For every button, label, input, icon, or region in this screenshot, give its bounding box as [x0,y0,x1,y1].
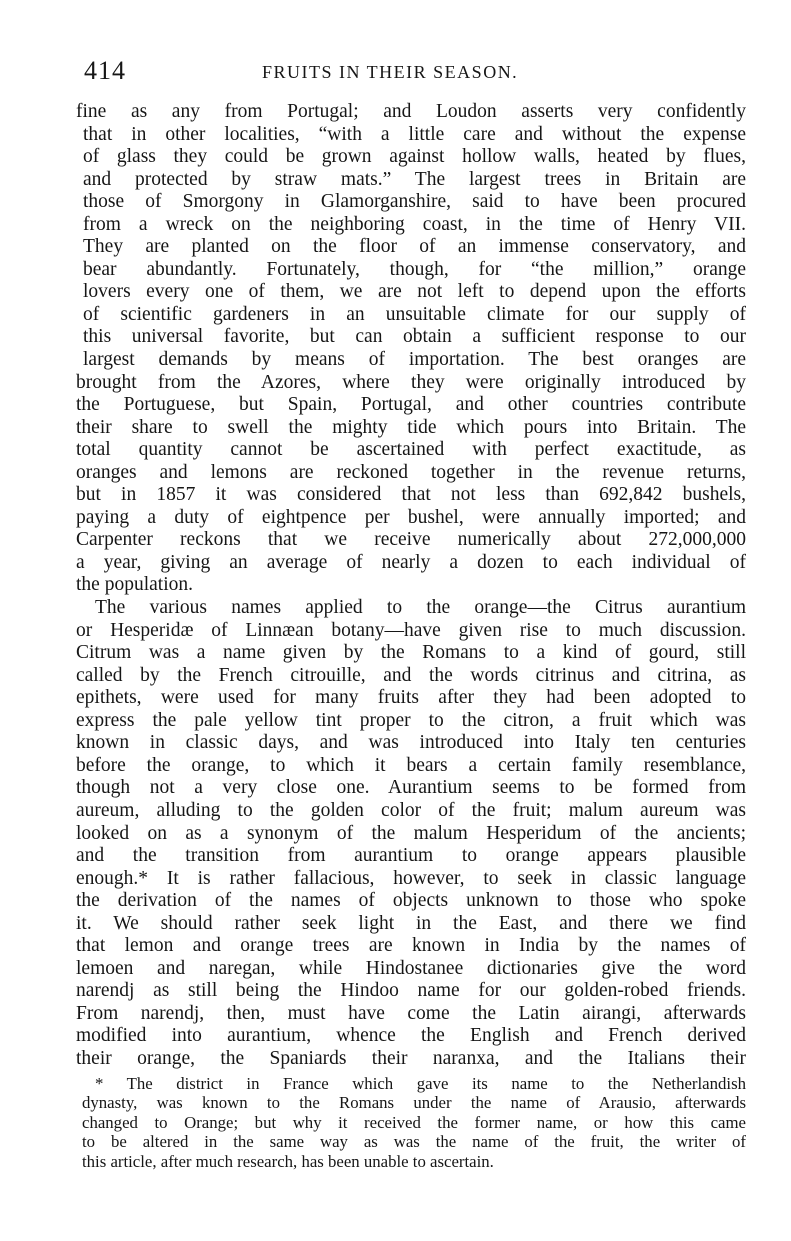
footnote [82,1074,746,1171]
footnote-line: changed to Orange; but why it received the former name, or how this came [82,1112,746,1132]
text-line: that in other localities, “with a little care and without the expense [83,123,746,145]
text-line: lovers every one of them, we are not left to depend upon the efforts [83,281,746,303]
text-line: that lemon and orange trees are known in India by the names of [76,935,746,957]
text-line: it. We should rather seek light in the East, and there we find [76,912,746,934]
text-line: largest demands by means of importation. The best oranges are [83,349,746,371]
footnote-line: * The district in France which gave its name to the Netherlandish [95,1074,746,1093]
text-line: the derivation of the names of objects unknown to those who spoke [76,890,746,912]
text-line: looked on as a synonym of the malum Hesperidum of the ancients; [76,822,746,844]
text-line: their share to swell the mighty tide which pours into Britain. The [76,416,746,438]
text-line: They are planted on the floor of an immense conservatory, and [83,236,746,258]
text-line: aureum, alluding to the golden color of the fruit; malum aureum was [76,799,746,821]
text-line: and protected by straw mats.” The largest trees in Britain are [83,168,746,190]
text-line: the population. [76,574,193,596]
text-line: brought from the Azores, where they were originally introduced by [76,371,746,393]
text-line: paying a duty of eightpence per bushel, were annually imported; and [76,506,746,528]
text-line: this universal favorite, but can obtain a sufficient response to our [83,326,746,348]
text-line: total quantity cannot be ascertained with perfect exactitude, as [76,439,746,461]
footnote-line: this article, after much research, has been unable to ascertain. [82,1151,494,1171]
text-line: From narendj, then, must have come the Latin airangi, afterwards [76,1002,746,1024]
text-line: Citrum was a name given by the Romans to a kind of gourd, still [76,642,746,664]
page-header [84,56,744,90]
text-line: of scientific gardeners in an unsuitable climate for our supply of [83,303,746,325]
text-line: modified into aurantium, whence the English and French derived [76,1025,746,1047]
running-title: FRUITS IN THEIR SEASON. [262,62,519,82]
text-line: though not a very close one. Aurantium seems to be formed from [76,777,746,799]
footnote-line: dynasty, was known to the Romans under the name of Arausio, afterwards [82,1093,746,1113]
text-line: of glass they could be grown against hollow walls, heated by flues, [83,146,746,168]
text-line: lemoen and naregan, while Hindostanee dictionaries give the word [76,957,746,979]
text-line: narendj as still being the Hindoo name for our golden-robed friends. [76,980,746,1002]
text-line: known in classic days, and was introduced into Italy ten centuries [76,732,746,754]
text-line: but in 1857 it was considered that not less than 692,842 bushels, [76,484,746,506]
text-line: the Portuguese, but Spain, Portugal, and other countries contribute [76,394,746,416]
body-text [76,101,746,1071]
text-line: a year, giving an average of nearly a dozen to each individual of [76,551,746,573]
page-number: 414 [84,56,126,85]
text-line: those of Smorgony in Glamorganshire, said to have been procured [83,191,746,213]
text-line: called by the French citrouille, and the words citrinus and citrina, as [76,664,746,686]
text-line: oranges and lemons are reckoned together in the revenue returns, [76,461,746,483]
text-line: express the pale yellow tint proper to the citron, a fruit which was [76,709,746,731]
text-line: and the transition from aurantium to orange appears plausible [76,845,746,867]
text-line: Carpenter reckons that we receive numerically about 272,000,000 [76,529,746,551]
text-line: from a wreck on the neighboring coast, in the time of Henry VII. [83,213,746,235]
text-line: before the orange, to which it bears a certain family resemblance, [76,754,746,776]
footnote-line: to be altered in the same way as was the name of the fruit, the writer of [82,1132,746,1152]
text-line: or Hesperidæ of Linnæan botany—have given rise to much discussion. [76,619,746,641]
text-line: fine as any from Portugal; and Loudon asserts very confidently [76,101,746,122]
text-line: their orange, the Spaniards their naranxa, and the Italians their [76,1047,746,1069]
text-line: bear abundantly. Fortunately, though, for “the million,” orange [83,258,746,280]
text-line: The various names applied to the orange—the Citrus aurantium [95,597,746,619]
text-line: enough.* It is rather fallacious, however, to seek in classic language [76,867,746,889]
text-line: epithets, were used for many fruits after they had been adopted to [76,687,746,709]
